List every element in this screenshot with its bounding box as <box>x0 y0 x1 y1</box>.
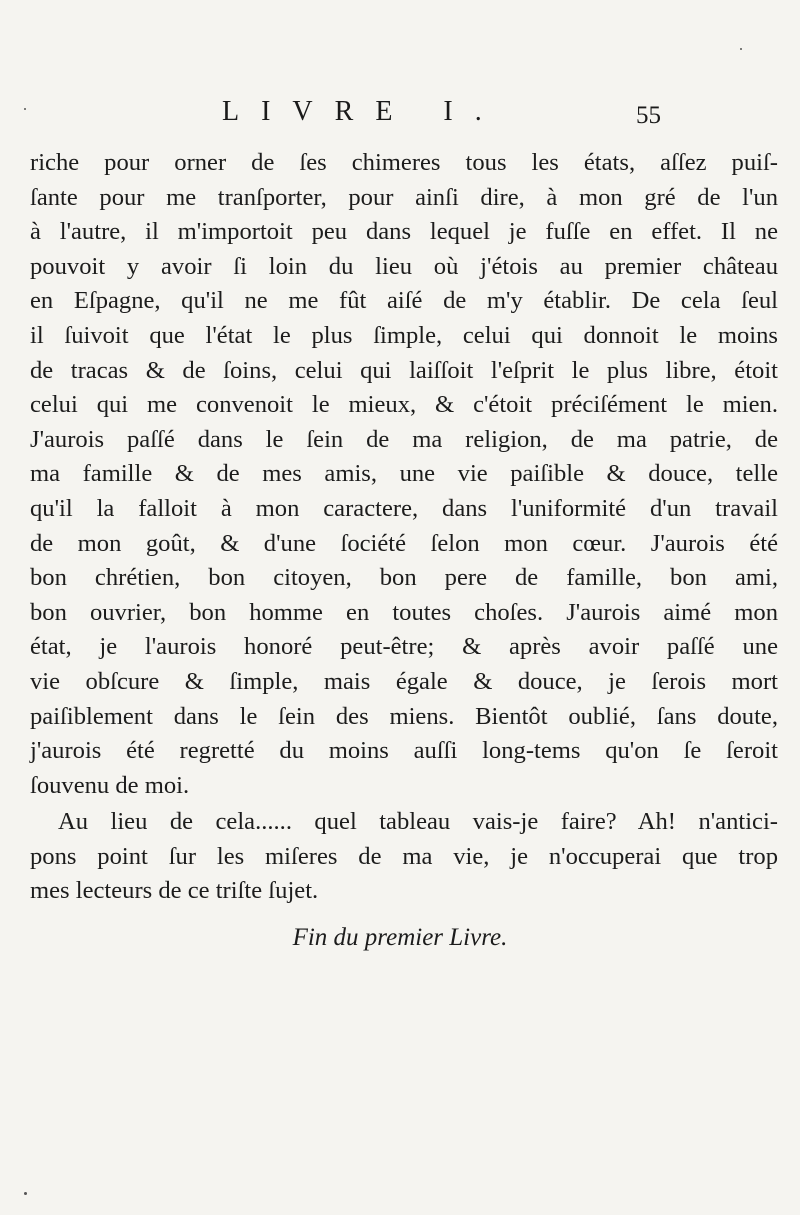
body-text <box>30 146 778 909</box>
text-line: ma famille & de mes amis, une vie paiſible & douce, telle <box>30 460 778 488</box>
text-line: pouvoit y avoir ſi loin du lieu où j'étois au premier château <box>30 252 778 280</box>
ink-speck <box>24 108 26 110</box>
text-line: riche pour orner de ſes chimeres tous les états, aſſez puiſ- <box>30 149 778 176</box>
text-line: pons point ſur les miſeres de ma vie, je n'occuperai que trop <box>30 842 778 870</box>
text-line: ſante pour me tranſporter, pour ainſi dire, à mon gré de l'un <box>30 183 778 211</box>
ink-speck <box>24 1192 27 1195</box>
paragraph-2 <box>30 805 778 909</box>
text-line: J'aurois paſſé dans le ſein de ma religion, de ma patrie, de <box>30 425 778 453</box>
text-line: celui qui me convenoit le mieux, & c'étoit préciſément le mien. <box>30 391 778 419</box>
text-line: paiſiblement dans le ſein des miens. Bientôt oublié, ſans doute, <box>30 702 778 730</box>
running-head-title: LIVRE I. <box>222 96 504 127</box>
text-line: il ſuivoit que l'état le plus ſimple, celui qui donnoit le moins <box>30 321 778 349</box>
ink-speck <box>740 48 742 50</box>
text-line: ſouvenu de moi. <box>30 771 190 799</box>
text-line: à l'autre, il m'importoit peu dans lequel je fuſſe en effet. Il ne <box>30 218 778 246</box>
text-line: mes lecteurs de ce triſte ſujet. <box>30 877 319 905</box>
closing-line: Fin du premier Livre. <box>292 924 508 951</box>
text-line: de tracas & de ſoins, celui qui laiſſoit l'eſprit le plus libre, étoit <box>30 356 778 384</box>
text-line: en Eſpagne, qu'il ne me fût aiſé de m'y établir. De cela ſeul <box>30 287 778 315</box>
text-line: j'aurois été regretté du moins auſſi long-tems qu'on ſe ſeroit <box>30 737 778 765</box>
text-line: bon ouvrier, bon homme en toutes choſes. J'aurois aimé mon <box>30 598 778 626</box>
text-line: Au lieu de cela...... quel tableau vais-je faire? Ah! n'antici- <box>58 808 778 836</box>
text-line: état, je l'aurois honoré peut-être; & après avoir paſſé une <box>30 633 778 661</box>
text-line: de mon goût, & d'une ſociété ſelon mon cœur. J'aurois été <box>30 529 778 557</box>
text-line: vie obſcure & ſimple, mais égale & douce, je ſerois mort <box>30 667 778 695</box>
text-line: bon chrétien, bon citoyen, bon pere de famille, bon ami, <box>30 564 778 592</box>
page-number: 55 <box>636 102 661 129</box>
running-head <box>0 96 800 136</box>
text-line: qu'il la falloit à mon caractere, dans l'uniformité d'un travail <box>30 494 778 522</box>
paragraph-1 <box>30 146 778 803</box>
